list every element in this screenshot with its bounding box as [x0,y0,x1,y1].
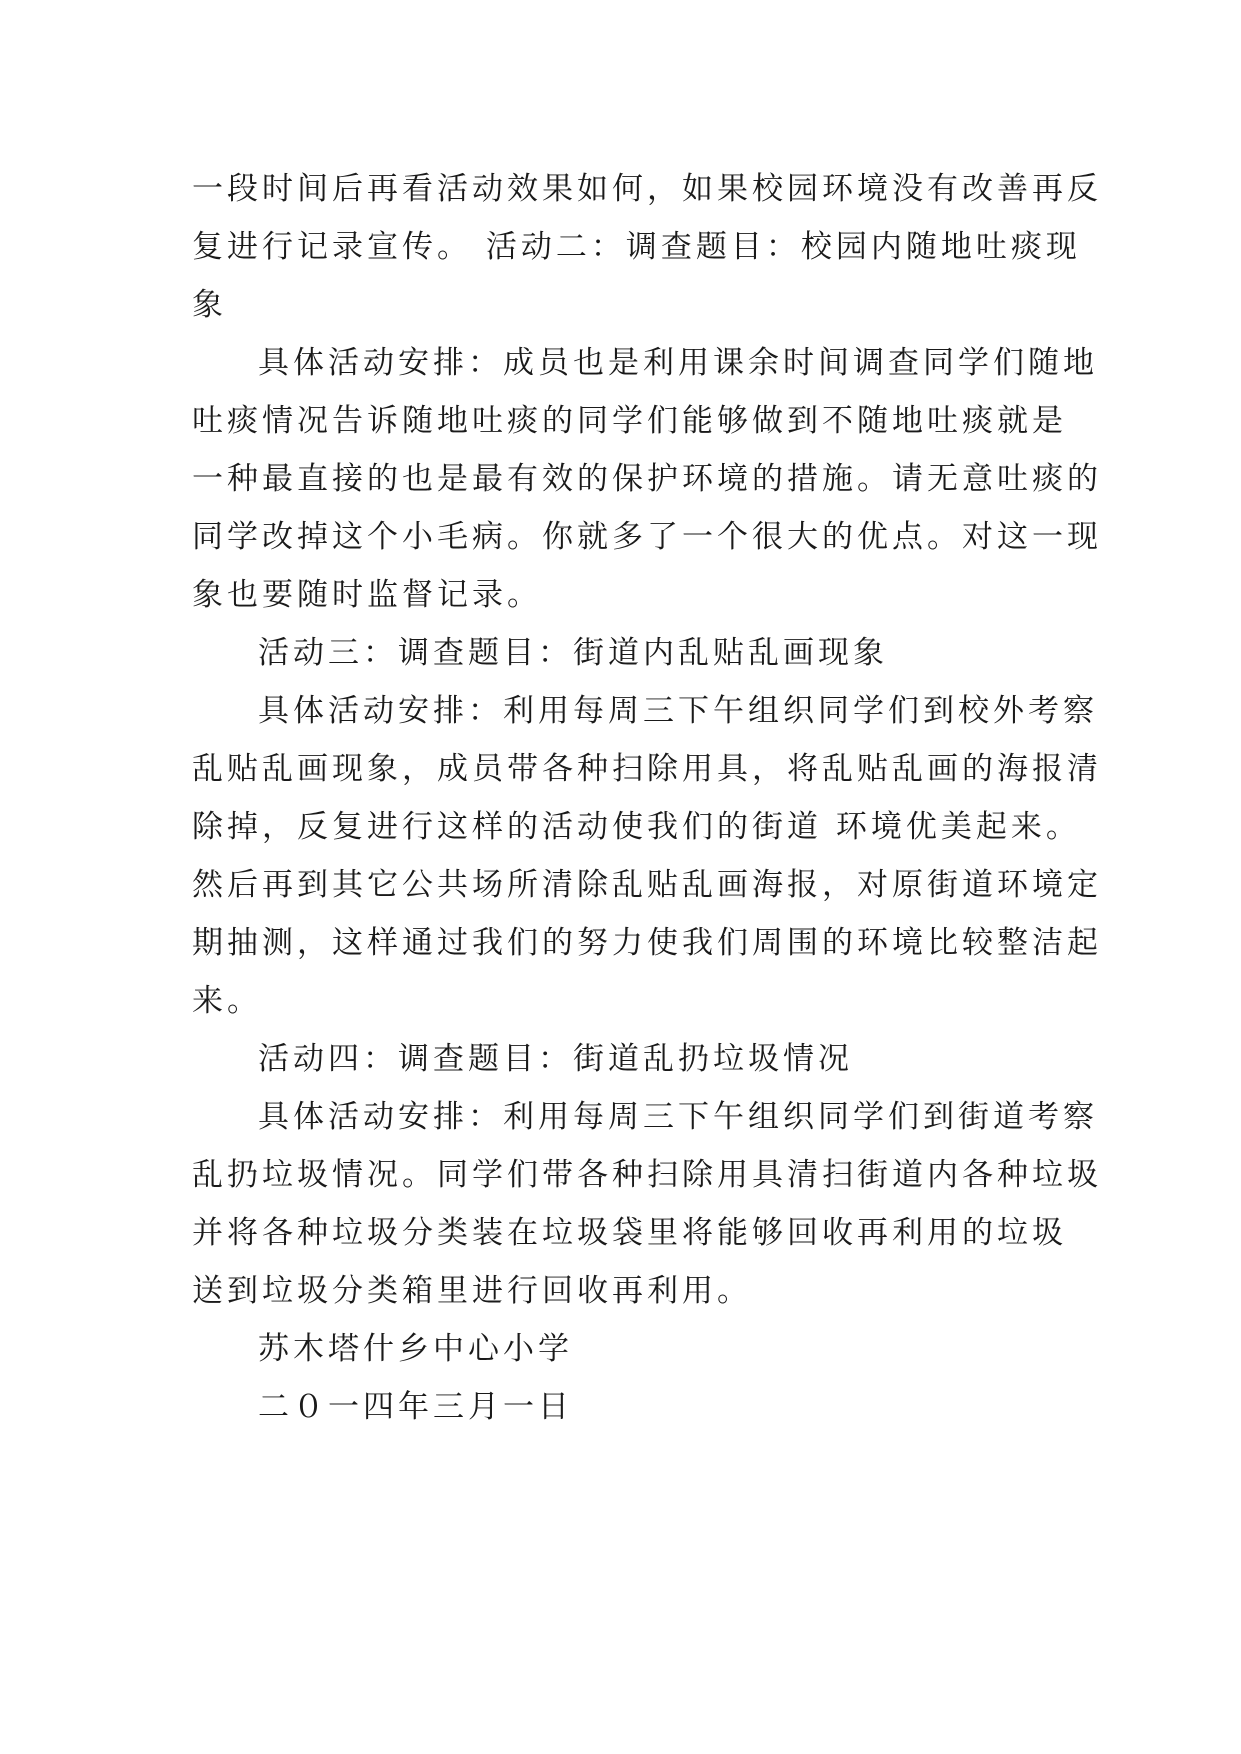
signature-date: 二０一四年三月一日 [258,1389,573,1425]
text-line: 象 [192,287,227,323]
text-line: 具体活动安排：成员也是利用课余时间调查同学们随地 [258,345,1098,381]
section-heading: 活动四：调查题目：街道乱扔垃圾情况 [258,1041,853,1077]
text-line: 期抽测，这样通过我们的努力使我们周围的环境比较整洁起 [192,925,1102,961]
text-line: 一种最直接的也是最有效的保护环境的措施。请无意吐痰的 [192,461,1102,497]
text-line: 具体活动安排：利用每周三下午组织同学们到校外考察 [258,693,1098,729]
text-line: 象也要随时监督记录。 [192,577,542,613]
signature-organization: 苏木塔什乡中心小学 [258,1331,573,1367]
text-line: 乱贴乱画现象，成员带各种扫除用具，将乱贴乱画的海报清 [192,751,1102,787]
text-line: 除掉，反复进行这样的活动使我们的街道 环境优美起来。 [192,809,1081,845]
text-line: 然后再到其它公共场所清除乱贴乱画海报，对原街道环境定 [192,867,1102,903]
document-body [192,160,1102,1436]
text-line: 复进行记录宣传。 活动二：调查题目：校园内随地吐痰现 [192,229,1081,265]
text-line: 并将各种垃圾分类装在垃圾袋里将能够回收再利用的垃圾 [192,1215,1067,1251]
text-line: 乱扔垃圾情况。同学们带各种扫除用具清扫街道内各种垃圾 [192,1157,1102,1193]
text-line: 同学改掉这个小毛病。你就多了一个很大的优点。对这一现 [192,519,1102,555]
section-heading: 活动三：调查题目：街道内乱贴乱画现象 [258,635,888,671]
text-line: 送到垃圾分类箱里进行回收再利用。 [192,1273,752,1309]
text-line: 吐痰情况告诉随地吐痰的同学们能够做到不随地吐痰就是 [192,403,1067,439]
text-line: 一段时间后再看活动效果如何，如果校园环境没有改善再反 [192,171,1102,207]
text-line: 具体活动安排：利用每周三下午组织同学们到街道考察 [258,1099,1098,1135]
text-line: 来。 [192,983,262,1019]
